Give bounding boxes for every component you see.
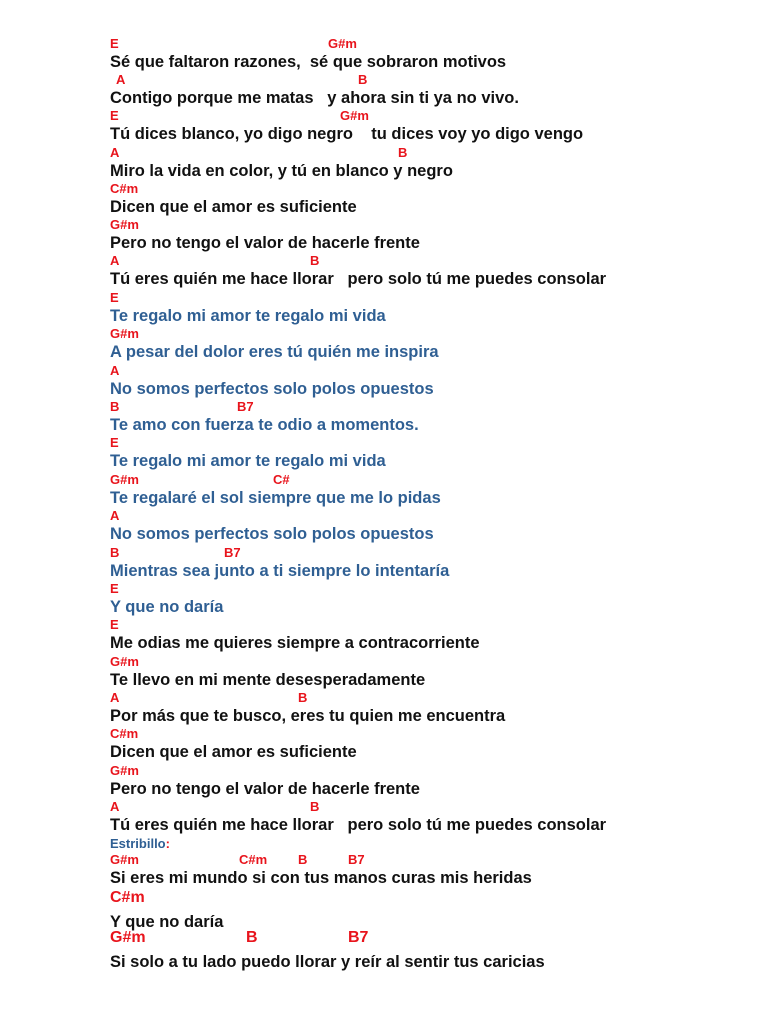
- chord-label: B7: [224, 545, 241, 560]
- chord-label: B: [110, 545, 120, 560]
- lyric-line: Sé que faltaron razones, sé que sobraron motivos: [110, 53, 507, 71]
- lyric-line: Te llevo en mi mente desesperadamente: [110, 671, 426, 689]
- chord-label: B: [298, 690, 308, 705]
- lyric-line: Contigo porque me matas y ahora sin ti ya no vivo.: [110, 89, 519, 107]
- chord-label: A: [110, 508, 120, 523]
- chord-label: B: [246, 929, 258, 946]
- chord-label: G#m: [110, 472, 139, 487]
- chord-label: A: [110, 690, 120, 705]
- chord-label: G#m: [110, 852, 139, 867]
- song-line: [110, 852, 750, 888]
- lyric-line: Dicen que el amor es suficiente: [110, 743, 357, 761]
- chorus-lyric-line: No somos perfectos solo polos opuestos: [110, 380, 434, 398]
- lyric-line: Pero no tengo el valor de hacerle frente: [110, 234, 420, 252]
- song-line: [110, 508, 750, 544]
- song-line: [110, 929, 750, 971]
- chord-label: G#m: [340, 108, 369, 123]
- lyric-line: Tú eres quién me hace llorar pero solo tú me puedes consolar: [110, 816, 607, 834]
- song-line: [110, 654, 750, 690]
- chord-label: G#m: [110, 763, 139, 778]
- song-line: [110, 36, 750, 72]
- chord-label: B7: [348, 852, 365, 867]
- chord-label: G#m: [328, 36, 357, 51]
- chord-label: B: [110, 399, 120, 414]
- chord-label: C#m: [110, 181, 139, 196]
- chord-label: G#m: [110, 217, 139, 232]
- chorus-lyric-line: Y que no daría: [110, 598, 224, 616]
- lyric-line: Tú eres quién me hace llorar pero solo tú me puedes consolar: [110, 270, 607, 288]
- song-line: [110, 435, 750, 471]
- song-line: [110, 290, 750, 326]
- chord-label: A: [110, 363, 120, 378]
- chord-label: E: [110, 581, 119, 596]
- chord-label: E: [110, 617, 119, 632]
- chorus-lyric-line: A pesar del dolor eres tú quién me inspira: [110, 343, 439, 361]
- chorus-lyric-line: No somos perfectos solo polos opuestos: [110, 525, 434, 543]
- section-label-text: [110, 836, 170, 852]
- chord-label: B7: [237, 399, 254, 414]
- lyric-line: Si eres mi mundo si con tus manos curas mis heridas: [110, 869, 532, 887]
- chord-label: B: [398, 145, 408, 160]
- song-line: [110, 72, 750, 108]
- song-line: [110, 145, 750, 181]
- chord-label: B: [310, 799, 320, 814]
- chorus-lyric-line: Te regalo mi amor te regalo mi vida: [110, 452, 386, 470]
- chorus-lyric-line: Mientras sea junto a ti siempre lo intentaría: [110, 562, 450, 580]
- chord-label: A: [110, 253, 120, 268]
- chord-label: C#m: [110, 889, 145, 906]
- song-line: [110, 799, 750, 835]
- song-line: [110, 253, 750, 289]
- chord-label: A: [110, 145, 120, 160]
- chord-label: C#m: [110, 726, 139, 741]
- chord-label: C#: [273, 472, 290, 487]
- lyric-line: Pero no tengo el valor de hacerle frente: [110, 780, 420, 798]
- chorus-lyric-line: Te amo con fuerza te odio a momentos.: [110, 416, 419, 434]
- chord-label: E: [110, 290, 119, 305]
- section-label-colon: :: [165, 836, 170, 851]
- song-line: [110, 726, 750, 762]
- chord-label: B: [358, 72, 368, 87]
- song-line: [110, 472, 750, 508]
- chorus-lyric-line: Te regalo mi amor te regalo mi vida: [110, 307, 386, 325]
- chord-label: B7: [348, 929, 369, 946]
- chord-label: B: [298, 852, 308, 867]
- chord-label: G#m: [110, 929, 146, 946]
- chord-label: A: [110, 799, 120, 814]
- lyric-line: Si solo a tu lado puedo llorar y reír al sentir tus caricias: [110, 953, 545, 971]
- lyric-line: Por más que te busco, eres tu quien me encuentra: [110, 707, 506, 725]
- song-line: [110, 617, 750, 653]
- song-line: [110, 217, 750, 253]
- chorus-lyric-line: Te regalaré el sol siempre que me lo pidas: [110, 489, 441, 507]
- lyric-line: Tú dices blanco, yo digo negro tu dices voy yo digo vengo: [110, 125, 584, 143]
- chord-label: E: [110, 435, 119, 450]
- lyric-line: Me odias me quieres siempre a contracorriente: [110, 634, 480, 652]
- chord-label: A: [116, 72, 126, 87]
- song-line: [110, 889, 750, 931]
- lyric-line: Dicen que el amor es suficiente: [110, 198, 357, 216]
- lyric-line: Y que no daría: [110, 913, 224, 931]
- song-line: [110, 763, 750, 799]
- song-line: [110, 108, 750, 144]
- chord-label: C#m: [239, 852, 268, 867]
- song-line: [110, 326, 750, 362]
- song-line: [110, 545, 750, 581]
- song-line: [110, 363, 750, 399]
- chord-label: E: [110, 36, 119, 51]
- song-line: [110, 690, 750, 726]
- song-line: [110, 181, 750, 217]
- chord-label: E: [110, 108, 119, 123]
- chord-label: G#m: [110, 654, 139, 669]
- chord-label: B: [310, 253, 320, 268]
- song-line: [110, 581, 750, 617]
- chord-label: G#m: [110, 326, 139, 341]
- song-line: [110, 399, 750, 435]
- lyric-line: Miro la vida en color, y tú en blanco y negro: [110, 162, 453, 180]
- section-label-word: Estribillo: [110, 836, 166, 851]
